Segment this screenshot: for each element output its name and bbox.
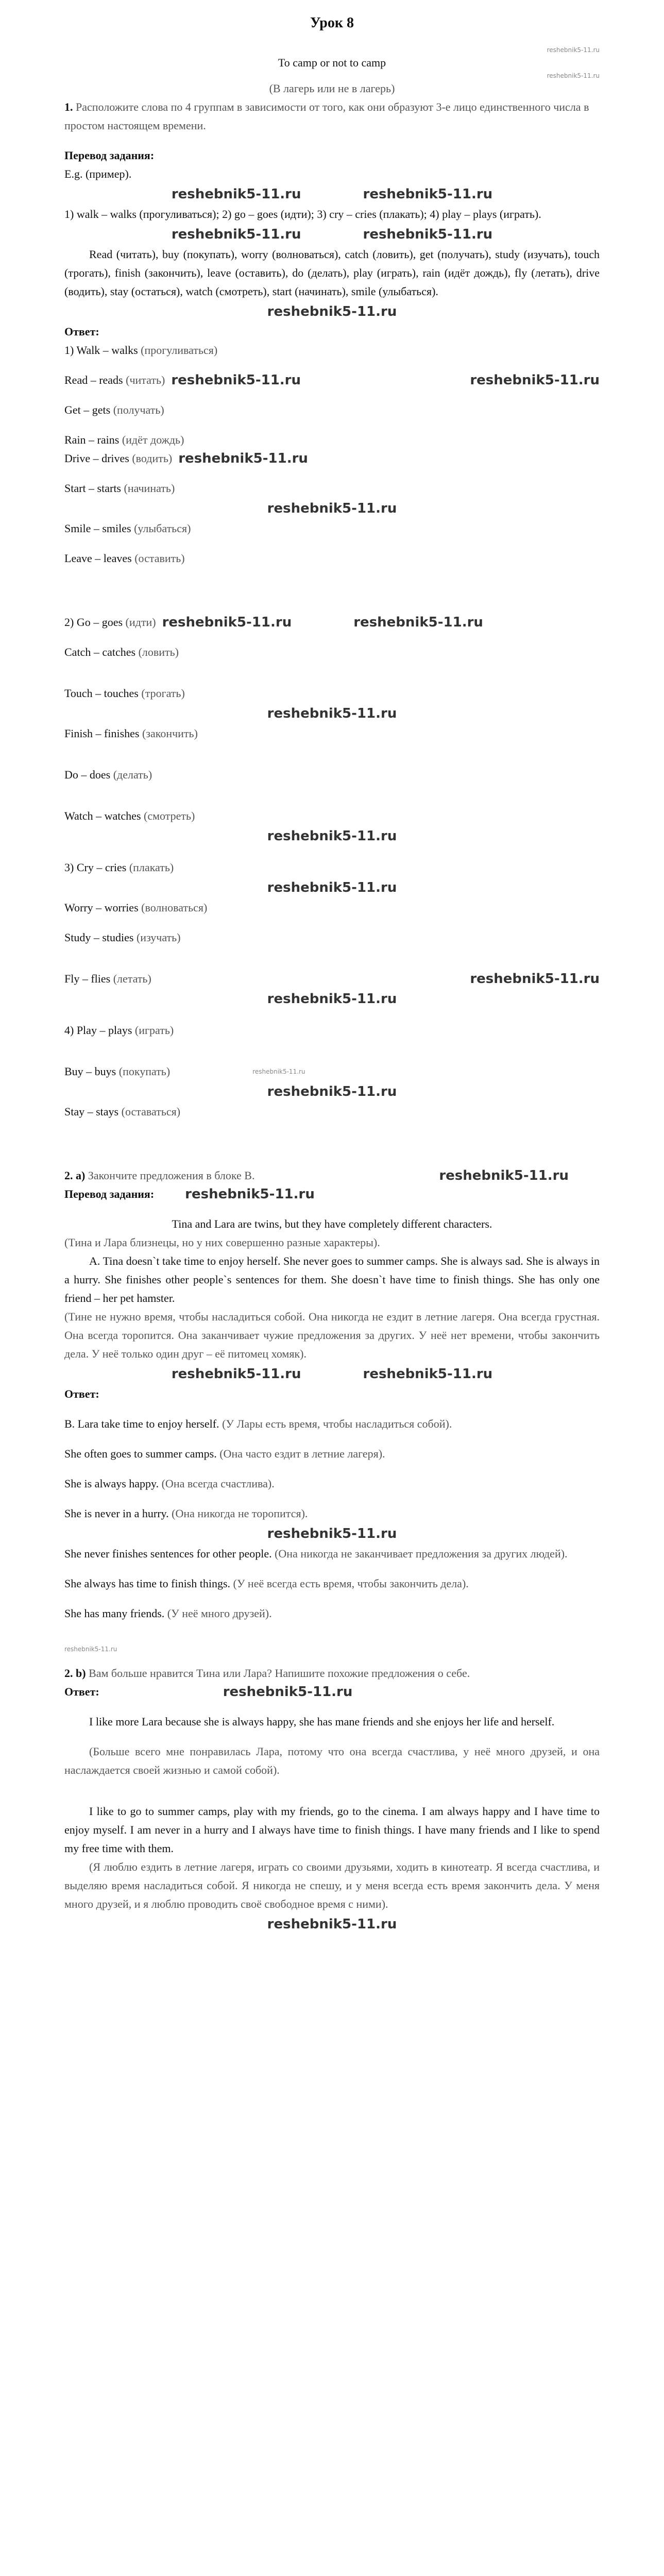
watermark-small: reshebnik5-11.ru — [252, 1068, 305, 1075]
watermark-small: reshebnik5-11.ru — [547, 46, 600, 54]
watermark-small-row — [64, 72, 600, 79]
answer-item: She always has time to finish things. (У неё всегда есть время, чтобы закончить дела). — [64, 1577, 469, 1590]
list-item: Stay – stays (оставаться) — [64, 1105, 181, 1118]
task1-word-list: Read (читать), buy (покупать), worry (волноваться), catch (ловить), get (получать), study (изучать), touch (трогать), finish (закончить), leave (оставить), do (делать), play (играть), rain (идёт дождь), fly (летать), drive (водить), stay (остаться), watch (смотреть), start (начинать), smile (улыбаться). — [64, 248, 600, 298]
list-item: Start – starts (начинать) — [64, 482, 175, 495]
list-item: Worry – worries (волноваться) — [64, 901, 208, 914]
watermark: reshebnik5-11.ru — [162, 615, 292, 630]
list-row — [64, 449, 600, 468]
watermark: reshebnik5-11.ru — [267, 1084, 397, 1099]
watermark: reshebnik5-11.ru — [267, 501, 397, 516]
list-item: Catch – catches (ловить) — [64, 646, 179, 658]
list-row — [64, 613, 600, 632]
watermark: reshebnik5-11.ru — [267, 828, 397, 844]
lesson-subtitle: To camp or not to camp — [278, 56, 386, 69]
watermark-row — [64, 187, 600, 202]
watermark-row — [64, 1366, 600, 1382]
watermark: reshebnik5-11.ru — [470, 372, 600, 388]
task1-instruction — [64, 98, 600, 135]
task2a-block-a-translation: (Тине не нужно время, чтобы насладиться собой. Она никогда не ездит в летние лагеря. Она всегда грустная. Она всегда торопится. Она заканчивает чужие предложения за других. У неё нет времени, чтобы закончить дела. У неё только один друг – её питомец хомяк). — [64, 1310, 600, 1360]
answer-item: She has many friends. (У неё много друзей). — [64, 1607, 272, 1620]
list-item: Get – gets (получать) — [64, 403, 164, 416]
list-item: Study – studies (изучать) — [64, 931, 181, 944]
task1-number: 1. — [64, 100, 73, 113]
task2b-paragraph-1-translation: (Больше всего мне понравилась Лара, потому что она всегда счастлива, у неё много друзей, и она наслаждается своей жизнью и самой собой). — [64, 1745, 600, 1776]
list-item: 4) Play – plays (играть) — [64, 1024, 174, 1037]
list-item: 1) Walk – walks (прогуливаться) — [64, 344, 218, 357]
list-row — [64, 371, 600, 389]
task2a-answer-heading: Ответ: — [64, 1387, 99, 1400]
list-item: Finish – finishes (закончить) — [64, 727, 198, 740]
list-item: Do – does (делать) — [64, 768, 152, 781]
watermark-row — [64, 1917, 600, 1932]
task2b-instruction-text: Вам больше нравится Тина или Лара? Напишите похожие предложения о себе. — [89, 1667, 470, 1680]
answer-item: B. Lara take time to enjoy herself. (У Лары есть время, чтобы насладиться собой). — [64, 1417, 452, 1430]
answer-item: She never finishes sentences for other people. (Она никогда не заканчивает предложения за других людей). — [64, 1547, 568, 1560]
task2b-paragraph-2: I like to go to summer camps, play with my friends, go to the cinema. I am always happy and I have time to enjoy myself. I am never in a hurry and I always have time to finish things. I have many friends and I like to spend my free time with them. — [64, 1805, 600, 1855]
task2a-translation-heading: Перевод задания: — [64, 1188, 155, 1200]
watermark: reshebnik5-11.ru — [267, 1526, 397, 1541]
task2b-answer-heading: Ответ: — [64, 1685, 99, 1698]
list-item: Smile – smiles (улыбаться) — [64, 522, 191, 535]
watermark: reshebnik5-11.ru — [439, 1168, 569, 1183]
list-item: 3) Cry – cries (плакать) — [64, 861, 174, 874]
watermark-small: reshebnik5-11.ru — [64, 1646, 117, 1653]
list-item: Drive – drives (водить) — [64, 452, 173, 465]
watermark-row — [64, 227, 600, 242]
watermark-row — [64, 828, 600, 844]
lesson-subtitle-translation: (В лагерь или не в лагерь) — [269, 82, 395, 95]
task2a-intro-translation: (Тина и Лара близнецы, но у них совершенно разные характеры). — [64, 1236, 380, 1249]
list-item: Rain – rains (идёт дождь) — [64, 433, 184, 446]
list-row — [64, 970, 600, 988]
task2a-instruction-text: Закончите предложения в блоке B. — [88, 1169, 255, 1182]
task1-groups-example: 1) walk – walks (прогуливаться); 2) go – goes (идти); 3) cry – cries (плакать); 4) play – plays (играть). — [64, 208, 541, 221]
watermark: reshebnik5-11.ru — [171, 227, 301, 242]
watermark: reshebnik5-11.ru — [171, 1366, 301, 1382]
task1-instruction-text: Расположите слова по 4 группам в зависимости от того, как они образуют 3-е лицо единственного числа в простом настоящем времени. — [64, 100, 589, 132]
watermark-row — [64, 880, 600, 895]
list-item: Fly – flies (летать) — [64, 972, 151, 985]
watermark: reshebnik5-11.ru — [363, 1366, 493, 1382]
task2b-paragraph-1: I like more Lara because she is always happy, she has mane friends and she enjoys her life and herself. — [89, 1715, 555, 1728]
watermark: reshebnik5-11.ru — [178, 451, 308, 466]
list-item: Buy – buys (покупать) — [64, 1065, 171, 1078]
list-item: Read – reads (читать) — [64, 374, 165, 386]
watermark: reshebnik5-11.ru — [171, 187, 301, 202]
watermark-small-row — [64, 46, 600, 54]
watermark: reshebnik5-11.ru — [267, 1917, 397, 1932]
watermark: reshebnik5-11.ru — [470, 971, 600, 987]
watermark: reshebnik5-11.ru — [353, 615, 483, 630]
watermark: reshebnik5-11.ru — [267, 991, 397, 1007]
task1-answer-heading: Ответ: — [64, 325, 99, 338]
answer-item: She often goes to summer camps. (Она часто ездит в летние лагеря). — [64, 1447, 385, 1460]
task2a-block-a: A. Tina doesn`t take time to enjoy herself. She never goes to summer camps. She is always sad. She is always in a hurry. She finishes other people`s sentences for them. She doesn`t have time to finish things. She has only one friend – her pet hamster. — [64, 1255, 600, 1304]
watermark-row — [64, 304, 600, 319]
watermark-small-row — [64, 1646, 600, 1653]
watermark-row — [64, 1526, 600, 1541]
watermark-small: reshebnik5-11.ru — [547, 72, 600, 79]
list-item: 2) Go – goes (идти) — [64, 616, 156, 629]
task1-translation-heading: Перевод задания: — [64, 149, 155, 162]
watermark-row — [64, 706, 600, 721]
watermark: reshebnik5-11.ru — [171, 372, 301, 388]
watermark-row — [64, 1084, 600, 1099]
watermark: reshebnik5-11.ru — [363, 187, 493, 202]
task2a-instruction — [64, 1166, 254, 1185]
task1-eg-row — [64, 165, 600, 183]
watermark-row — [64, 501, 600, 516]
task2a-number: 2. а) — [64, 1169, 86, 1182]
watermark-row — [64, 991, 600, 1007]
task2a-intro: Tina and Lara are twins, but they have completely different characters. — [172, 1217, 492, 1230]
answer-item: She is always happy. (Она всегда счастлива). — [64, 1477, 275, 1490]
answer-item: She is never in a hurry. (Она никогда не торопится). — [64, 1507, 308, 1520]
list-item: Touch – touches (трогать) — [64, 687, 185, 700]
task2a-instruction-row — [64, 1166, 600, 1185]
list-row — [64, 1062, 600, 1081]
watermark: reshebnik5-11.ru — [185, 1187, 315, 1202]
page-title: Урок 8 — [310, 15, 354, 31]
task2b-instruction — [64, 1664, 600, 1683]
task2a-translation-row — [64, 1185, 600, 1204]
watermark: reshebnik5-11.ru — [267, 880, 397, 895]
task1-eg: E.g. (пример). — [64, 167, 132, 180]
watermark: reshebnik5-11.ru — [363, 227, 493, 242]
watermark: reshebnik5-11.ru — [267, 304, 397, 319]
list-item: Leave – leaves (оставить) — [64, 552, 185, 565]
watermark: reshebnik5-11.ru — [267, 706, 397, 721]
list-item: Watch – watches (смотреть) — [64, 809, 195, 822]
task2b-paragraph-2-translation: (Я люблю ездить в летние лагеря, играть со своими друзьями, ходить в кинотеатр. Я всегда счастлива, и выделяю время насладиться собой. Я никогда не спешу, и у меня всегда есть время закончить дела. У меня много друзей, и я люблю проводить своё свободное время с ними). — [64, 1860, 600, 1910]
task2b-number: 2. b) — [64, 1667, 86, 1680]
watermark: reshebnik5-11.ru — [223, 1684, 353, 1700]
task2b-answer-row — [64, 1683, 600, 1701]
